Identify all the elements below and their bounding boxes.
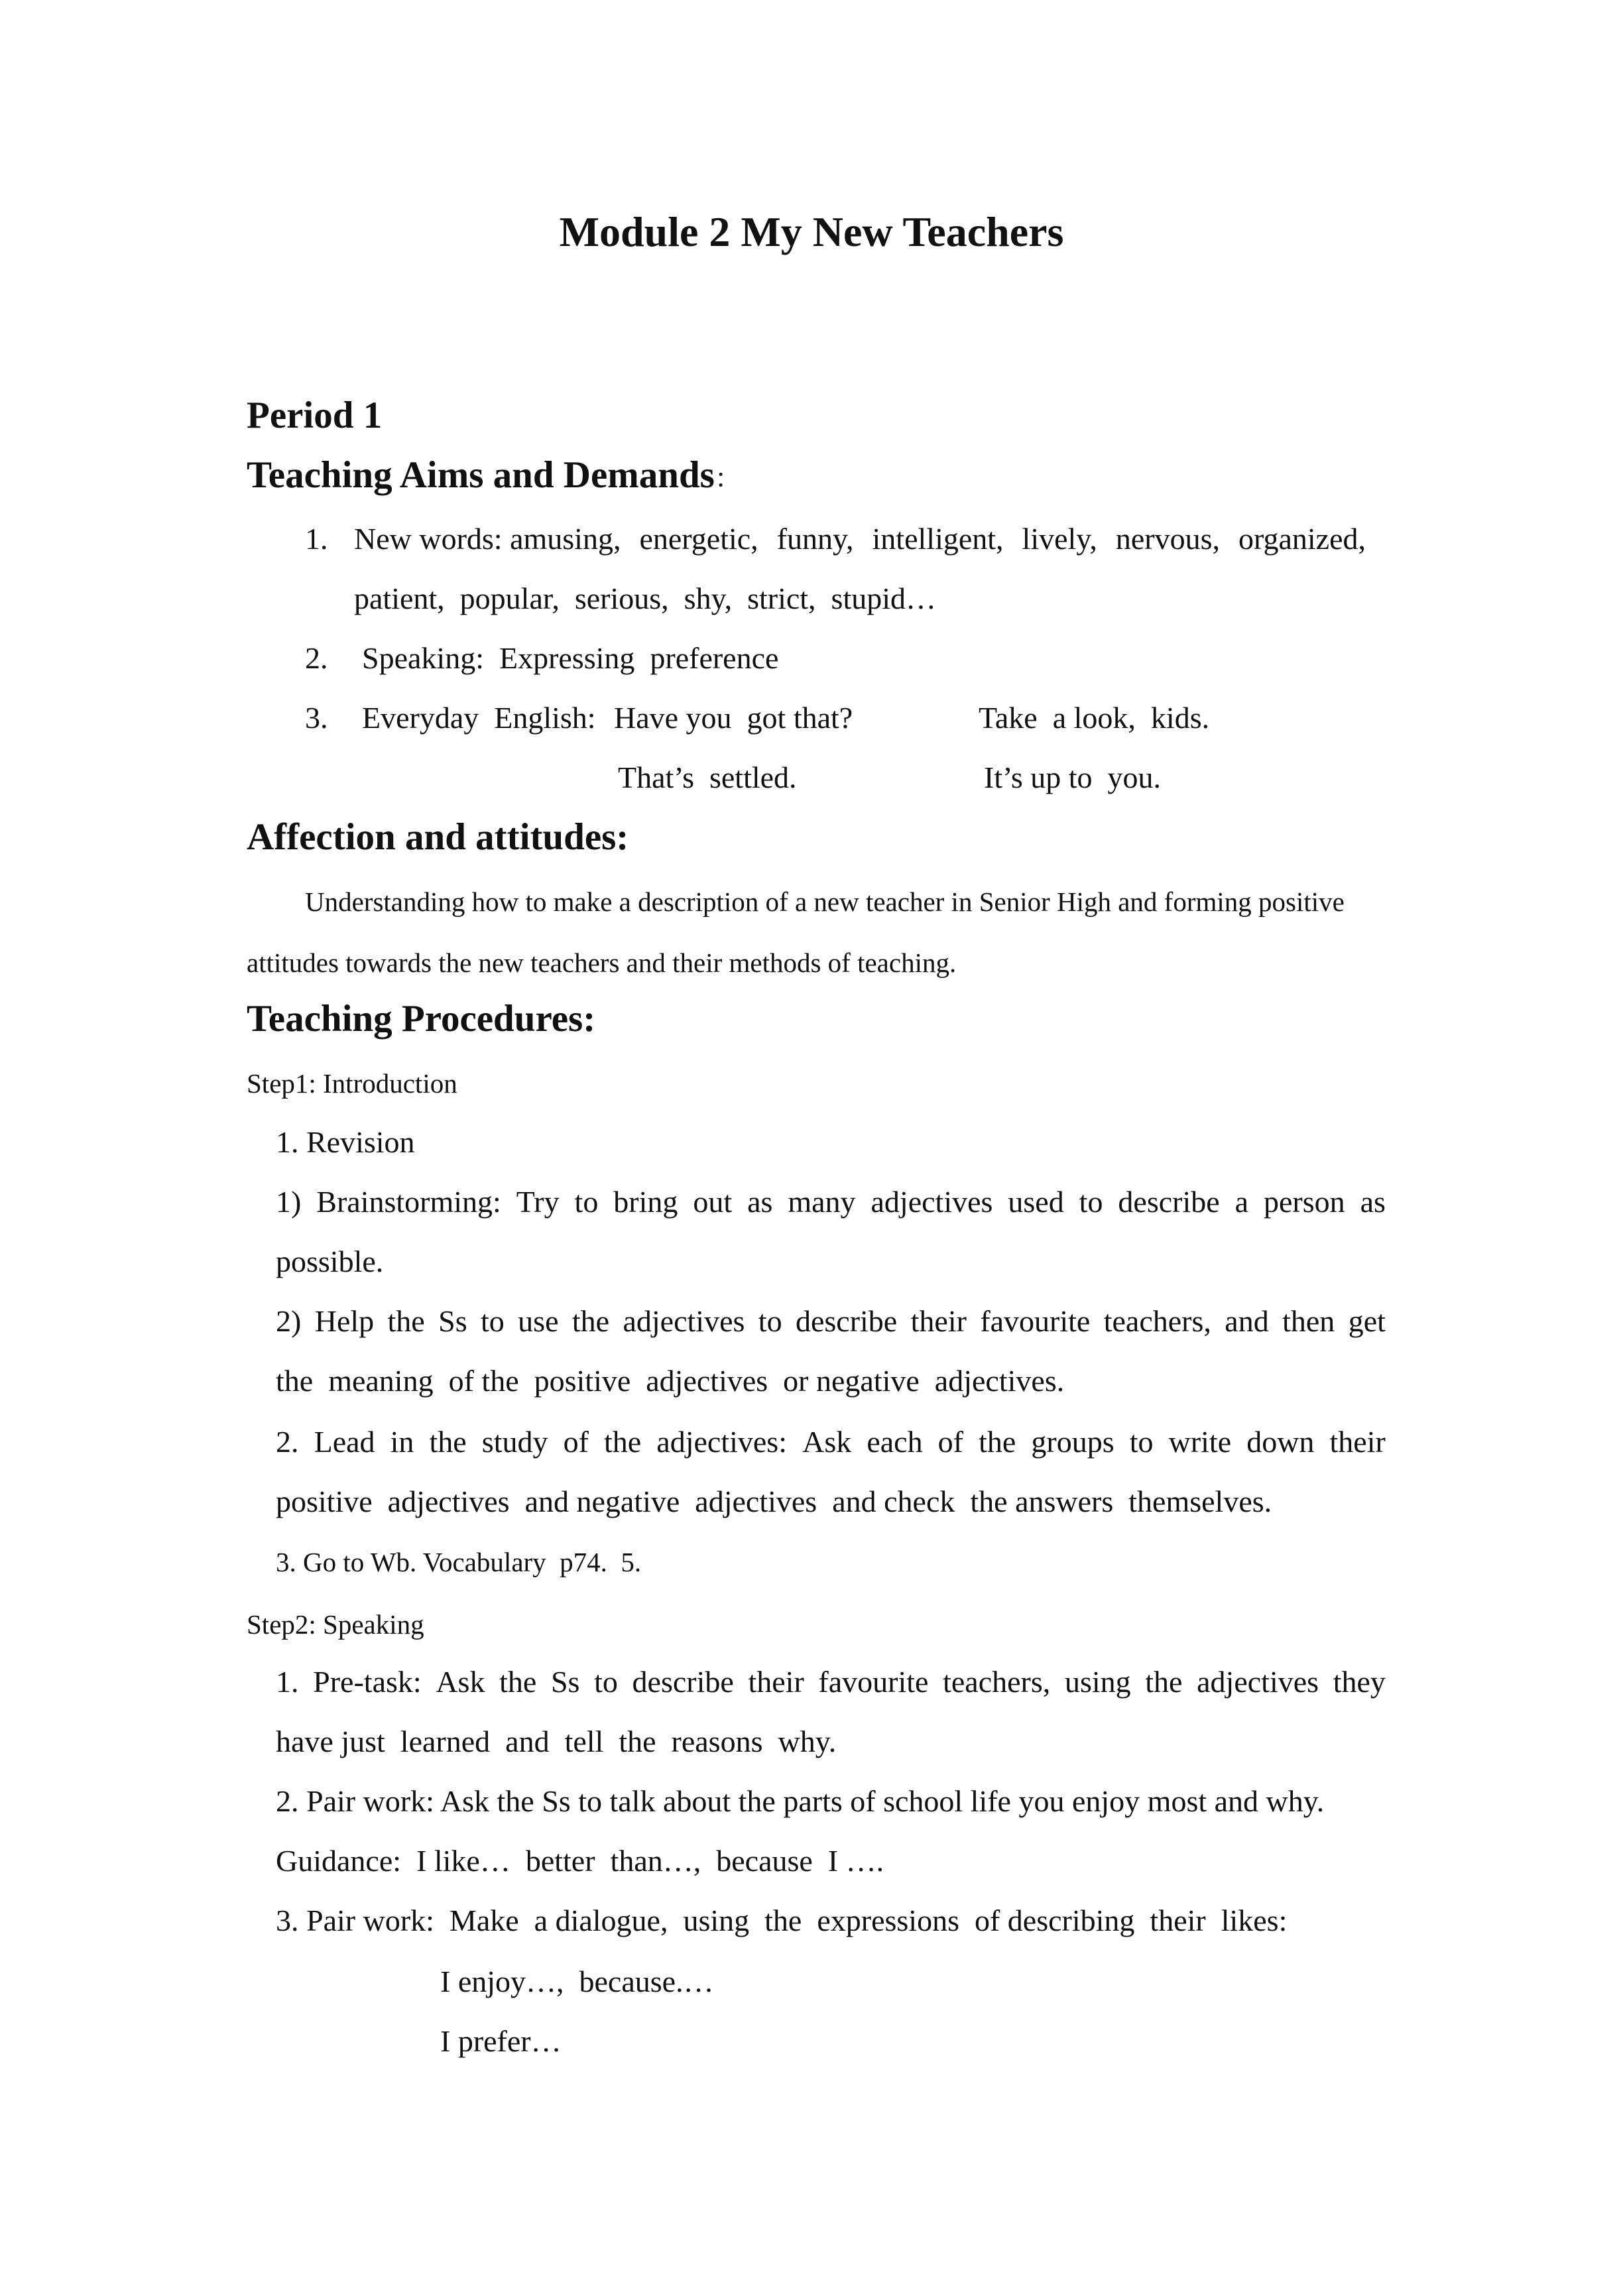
word: used: [1008, 1185, 1064, 1219]
step1-brainstorm-line-1: [276, 1187, 1386, 1217]
step1-wb: 3. Go to Wb. Vocabulary p74. 5.: [276, 1547, 642, 1577]
word: adjectives: [1197, 1665, 1319, 1699]
word: study: [481, 1425, 548, 1459]
period-heading: Period 1: [247, 394, 383, 436]
step2-expression-2: I prefer…: [440, 2024, 562, 2058]
affection-heading: Affection and attitudes:: [247, 816, 629, 858]
word: adjectives:: [656, 1425, 787, 1459]
word: to: [1129, 1425, 1154, 1459]
word: their: [910, 1304, 967, 1338]
word: Ss: [438, 1304, 467, 1338]
aims-item-3-phrase-3: That’s settled.: [618, 760, 797, 794]
word: out: [693, 1185, 733, 1219]
word: to: [574, 1185, 599, 1219]
word: describe: [795, 1304, 898, 1338]
word: bring: [613, 1185, 678, 1219]
aims-heading-colon: ：: [714, 463, 741, 493]
aims-item-3-number: 3.: [305, 701, 328, 735]
aims-item-3-phrase-4: It’s up to you.: [984, 760, 1162, 794]
aims-item-3-label: Everyday English:: [362, 701, 596, 735]
step1-label: Step1: Introduction: [247, 1068, 457, 1099]
word: Try: [516, 1185, 560, 1219]
word: person: [1264, 1185, 1345, 1219]
affection-text: Understanding how to make a description of a new teacher in Senior High and forming positive: [305, 886, 1345, 917]
word: of: [937, 1425, 963, 1459]
aims-item-2-text: Speaking: Expressing preference: [362, 641, 779, 675]
word: down: [1246, 1425, 1315, 1459]
page-title: Module 2 My New Teachers: [559, 208, 1064, 255]
step1-lead-line-1: [276, 1427, 1386, 1457]
word: the: [604, 1425, 642, 1459]
step2-expression-1: I enjoy…, because.…: [440, 1964, 714, 1998]
aims-item-2-number: 2.: [305, 641, 328, 675]
step2-pretask-line-2: have just learned and tell the reasons why.: [276, 1724, 837, 1758]
word: the: [429, 1425, 467, 1459]
aims-item-3-phrase-2: Take a look, kids.: [979, 701, 1210, 735]
word: as: [747, 1185, 773, 1219]
step1-help-line-1: [276, 1306, 1386, 1337]
word: organized,: [1238, 522, 1366, 556]
word: nervous,: [1115, 522, 1220, 556]
word: lively,: [1022, 522, 1097, 556]
step2-pair2-line-1: 3. Pair work: Make a dialogue, using the expressions of describing their likes:: [276, 1903, 1288, 1937]
affection-line-1: [305, 888, 1387, 916]
word: energetic,: [639, 522, 758, 556]
word: in: [390, 1425, 414, 1459]
word: using: [1064, 1665, 1131, 1699]
word: get: [1348, 1304, 1386, 1338]
affection-line-2: attitudes towards the new teachers and their methods of teaching.: [247, 947, 957, 978]
word: to: [594, 1665, 618, 1699]
step2-pretask-line-1: [276, 1667, 1386, 1697]
word: to: [481, 1304, 505, 1338]
word: describe: [632, 1665, 734, 1699]
word: favourite: [818, 1665, 929, 1699]
word: favourite: [980, 1304, 1091, 1338]
word: the: [499, 1665, 537, 1699]
step1-brainstorm-line-2: possible.: [276, 1244, 384, 1278]
word: 1): [276, 1185, 302, 1219]
step2-label: Step2: Speaking: [247, 1609, 424, 1640]
word: teachers,: [1103, 1304, 1211, 1338]
aims-heading: [247, 456, 741, 494]
procedures-heading: Teaching Procedures:: [247, 998, 596, 1040]
word: a: [1234, 1185, 1249, 1219]
step1-lead-line-2: positive adjectives and negative adjectives and check the answers themselves.: [276, 1484, 1272, 1518]
word: their: [748, 1665, 804, 1699]
word: they: [1333, 1665, 1386, 1699]
word: to: [758, 1304, 782, 1338]
word: their: [1329, 1425, 1386, 1459]
word: funny,: [776, 522, 854, 556]
word: adjectives: [871, 1185, 993, 1219]
word: the: [979, 1425, 1016, 1459]
word: adjectives: [623, 1304, 745, 1338]
word: Ask: [802, 1425, 852, 1459]
word: Ss: [550, 1665, 580, 1699]
word: the: [571, 1304, 610, 1338]
word: as: [1360, 1185, 1386, 1219]
aims-heading-text: Teaching Aims and Demands: [247, 454, 715, 496]
step2-pair1-line-2: Guidance: I like… better than…, because I ….: [276, 1844, 884, 1878]
word: Pre-task:: [313, 1665, 422, 1699]
word: many: [788, 1185, 856, 1219]
aims-item-1-line-1: [354, 524, 1366, 554]
aims-item-1-line-2: patient, popular, serious, shy, strict, stupid…: [354, 581, 937, 615]
word: 1.: [276, 1665, 299, 1699]
word: Lead: [314, 1425, 375, 1459]
step2-pair1-line-1: 2. Pair work: Ask the Ss to talk about the parts of school life you enjoy most and why.: [276, 1784, 1325, 1818]
word: then: [1282, 1304, 1335, 1338]
word: the: [387, 1304, 425, 1338]
word: groups: [1031, 1425, 1114, 1459]
word: use: [518, 1304, 559, 1338]
word: New words: amusing,: [354, 522, 621, 556]
step1-revision: 1. Revision: [276, 1125, 415, 1159]
word: the: [1145, 1665, 1183, 1699]
aims-item-1-number: 1.: [305, 522, 328, 556]
word: describe: [1118, 1185, 1220, 1219]
word: Brainstorming:: [316, 1185, 501, 1219]
word: intelligent,: [872, 522, 1004, 556]
word: Help: [314, 1304, 375, 1338]
word: each: [867, 1425, 923, 1459]
word: to: [1079, 1185, 1103, 1219]
word: teachers,: [943, 1665, 1051, 1699]
step1-help-line-2: the meaning of the positive adjectives or negative adjectives.: [276, 1364, 1065, 1398]
word: 2.: [276, 1425, 299, 1459]
aims-item-3-phrase-1: Have you got that?: [614, 701, 853, 735]
word: write: [1168, 1425, 1232, 1459]
word: Ask: [436, 1665, 485, 1699]
word: and: [1225, 1304, 1269, 1338]
word: of: [563, 1425, 589, 1459]
word: 2): [276, 1304, 302, 1338]
